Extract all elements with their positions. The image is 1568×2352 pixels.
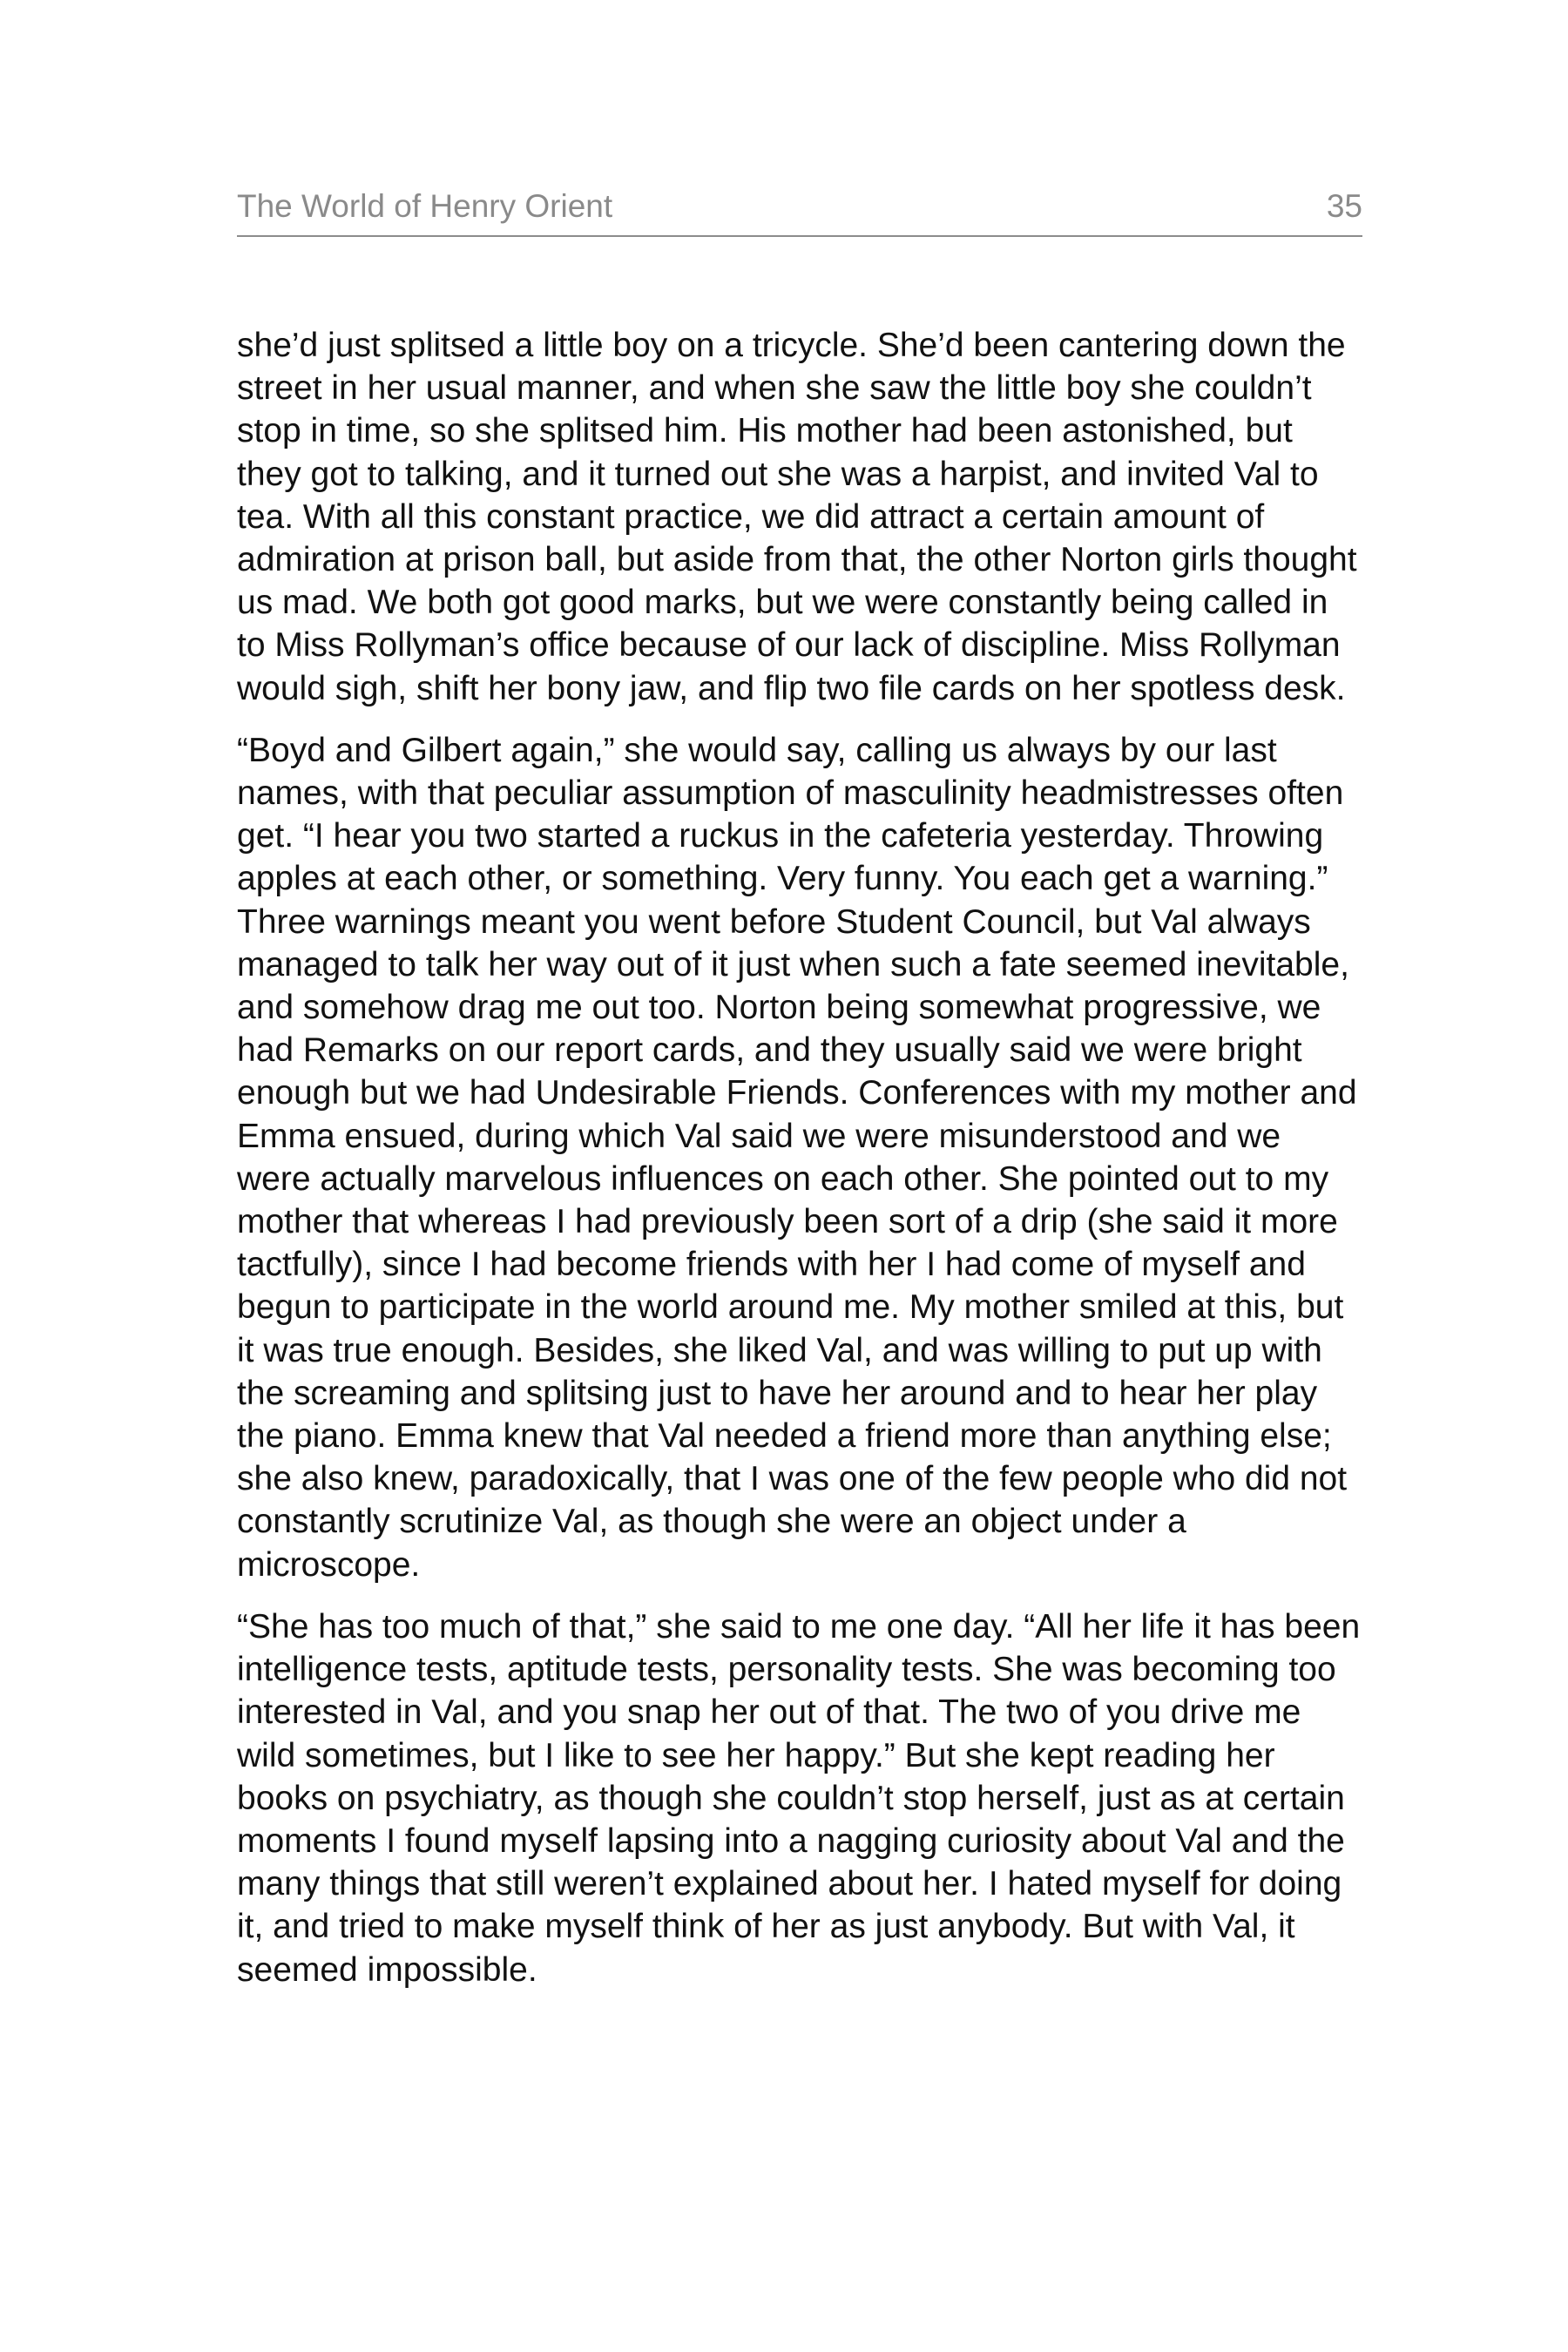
page-number: 35	[1326, 188, 1362, 224]
running-header	[237, 183, 1362, 237]
paragraph-2: “Boyd and Gilbert again,” she would say, calling us always by our last names, with that peculiar assumption of masculinity headmistresses often get. “I hear you two started a ruckus in the cafeteria yesterday. Throwing apples at each other, or something. Very funny. You each get a warning.” Three warnings meant you went before Student Council, but Val always managed to talk her way out of it just when such a fate seemed inevitable, and somehow drag me out too. Norton being somewhat progressive, we had Remarks on our report cards, and they usually said we were bright enough but we had Undesirable Friends. Conferences with my mother and Emma ensued, during which Val said we were misunderstood and we were actually marvelous influences on each other. She pointed out to my mother that whereas I had previously been sort of a drip (she said it more tactfully), since I had become friends with her I had come of myself and begun to participate in the world around me. My mother smiled at this, but it was true enough. Besides, she liked Val, and was willing to put up with the screaming and splitsing just to have her around and to hear her play the piano. Emma knew that Val needed a friend more than anything else; she also knew, paradoxically, that I was one of the few people who did not constantly scrutinize Val, as though she were an object under a microscope.	[237, 731, 1357, 1584]
paragraph-1: she’d just splitsed a little boy on a tricycle. She’d been cantering down the street in her usual manner, and when she saw the little boy she couldn’t stop in time, so she splitsed him. His mother had been astonished, but they got to talking, and it turned out she was a harpist, and invited Val to tea. With all this constant practice, we did attract a certain amount of admiration at prison ball, but aside from that, the other Norton girls thought us mad. We both got good marks, but we were constantly being called in to Miss Rollyman’s office because of our lack of discipline. Miss Rollyman would sigh, shift her bony jaw, and flip two file cards on her spotless desk.	[237, 327, 1357, 707]
paragraph-3: “She has too much of that,” she said to me one day. “All her life it has been intelligence tests, aptitude tests, personality tests. She was becoming too interested in Val, and you snap her out of that. The two of you drive me wild sometimes, but I like to see her happy.” But she kept reading her books on psychiatry, as though she couldn’t stop herself, just as at certain moments I found myself lapsing into a nagging curiosity about Val and the many things that still weren’t explained about her. I hated myself for doing it, and tried to make myself think of her as just anybody. But with Val, it seemed impossible.	[237, 1607, 1361, 1989]
book-title: The World of Henry Orient	[237, 188, 613, 224]
body-text	[237, 324, 1362, 2011]
